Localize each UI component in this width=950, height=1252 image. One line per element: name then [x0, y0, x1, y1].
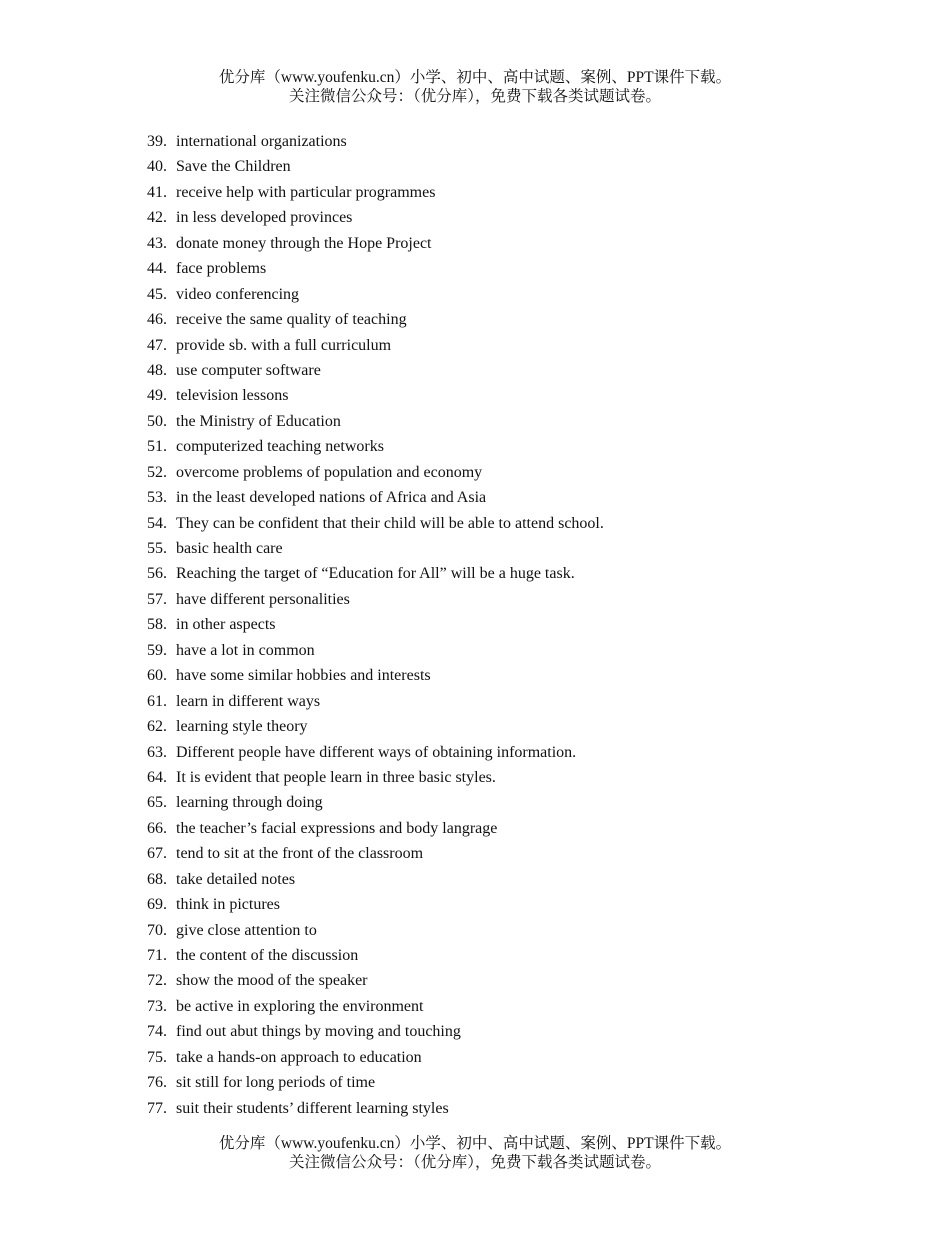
item-number: 66.: [147, 819, 167, 837]
item-number: 53.: [147, 489, 167, 507]
item-number: 60.: [147, 667, 167, 685]
item-text: computerized teaching networks: [176, 438, 384, 456]
item-text: receive help with particular programmes: [176, 183, 436, 201]
item-text: receive the same quality of teaching: [176, 311, 407, 329]
item-number: 64.: [147, 768, 167, 786]
item-text: have some similar hobbies and interests: [176, 667, 431, 685]
list-item: [147, 943, 604, 968]
item-text: take a hands-on approach to education: [176, 1048, 422, 1066]
footer-line-1: 优分库（www.youfenku.cn）小学、初中、高中试题、案例、PPT课件下载。: [218, 1135, 732, 1152]
list-item: [147, 358, 604, 383]
item-text: think in pictures: [176, 896, 280, 914]
list-item: [147, 536, 604, 561]
item-number: 76.: [147, 1074, 167, 1092]
list-item: [147, 612, 604, 637]
item-number: 48.: [147, 361, 167, 379]
header-line-2: 关注微信公众号：（优分库），免费下载各类试题试卷。: [288, 88, 661, 105]
item-number: 51.: [147, 438, 167, 456]
item-number: 55.: [147, 540, 167, 557]
item-number: 61.: [147, 692, 167, 710]
item-number: 77.: [147, 1099, 167, 1117]
list-item: [147, 129, 604, 154]
item-text: They can be confident that their child will be able to attend school.: [176, 514, 604, 532]
item-text: face problems: [176, 260, 267, 278]
item-text: take detailed notes: [176, 870, 296, 888]
item-text: have a lot in common: [176, 641, 315, 659]
item-text: in the least developed nations of Africa and Asia: [176, 489, 487, 507]
list-item: [147, 460, 604, 485]
list-item: [147, 892, 604, 917]
item-text: the Ministry of Education: [176, 412, 341, 430]
list-item: [147, 1096, 604, 1121]
item-number: 40.: [147, 158, 167, 176]
item-text: Reaching the target of “Education for All” will be a huge task.: [176, 565, 575, 583]
list-item: [147, 816, 604, 841]
item-text: in other aspects: [176, 616, 276, 634]
item-text: sit still for long periods of time: [176, 1074, 376, 1092]
list-item: [147, 1045, 604, 1070]
item-number: 41.: [147, 183, 167, 201]
item-text: donate money through the Hope Project: [176, 234, 432, 252]
item-text: suit their students’ different learning styles: [176, 1099, 449, 1117]
item-text: Different people have different ways of obtaining information.: [176, 743, 577, 761]
item-text: provide sb. with a full curriculum: [176, 336, 392, 354]
item-text: learning style theory: [176, 718, 308, 736]
list-item: [147, 867, 604, 892]
item-number: 52.: [147, 463, 167, 481]
item-number: 73.: [147, 997, 167, 1015]
item-number: 67.: [147, 845, 167, 863]
list-item: [147, 790, 604, 815]
page-footer: [0, 1134, 950, 1172]
item-number: 75.: [147, 1048, 167, 1066]
item-text: have different personalities: [176, 590, 350, 608]
item-text: learning through doing: [176, 794, 323, 812]
item-number: 58.: [147, 616, 167, 634]
list-item: [147, 485, 604, 510]
item-number: 43.: [147, 234, 167, 252]
item-text: use computer software: [176, 361, 321, 379]
list-item: [147, 714, 604, 739]
list-item: [147, 333, 604, 358]
list-item: [147, 587, 604, 612]
item-text: in less developed provinces: [176, 209, 353, 227]
phrase-list: [147, 129, 604, 1121]
list-item: [147, 231, 604, 256]
list-item: [147, 918, 604, 943]
list-item: [147, 968, 604, 993]
item-text: be active in exploring the environment: [176, 997, 424, 1015]
list-item: [147, 180, 604, 205]
page-header: [0, 68, 950, 106]
list-item: [147, 256, 604, 281]
list-item: [147, 282, 604, 307]
list-item: [147, 663, 604, 688]
header-line-1: 优分库（www.youfenku.cn）小学、初中、高中试题、案例、PPT课件下载。: [218, 69, 732, 86]
item-number: 42.: [147, 209, 167, 227]
item-number: 62.: [147, 718, 167, 736]
list-item: [147, 307, 604, 332]
item-number: 49.: [147, 387, 167, 405]
list-item: [147, 511, 604, 536]
list-item: [147, 689, 604, 714]
item-text: It is evident that people learn in three basic styles.: [176, 768, 496, 786]
item-number: 44.: [147, 260, 167, 278]
item-number: 50.: [147, 412, 167, 430]
list-item: [147, 1070, 604, 1095]
item-text: basic health care: [176, 540, 283, 557]
item-text: the teacher’s facial expressions and body langrage: [176, 819, 498, 837]
item-number: 74.: [147, 1023, 167, 1041]
item-number: 56.: [147, 565, 167, 583]
list-item: [147, 1019, 604, 1044]
list-item: [147, 638, 604, 663]
list-item: [147, 765, 604, 790]
item-text: learn in different ways: [176, 692, 321, 710]
list-item: [147, 154, 604, 179]
list-item: [147, 561, 604, 586]
item-number: 70.: [147, 921, 167, 939]
item-text: show the mood of the speaker: [176, 972, 368, 990]
item-number: 71.: [147, 947, 167, 964]
list-item: [147, 740, 604, 765]
item-number: 63.: [147, 743, 167, 761]
item-number: 65.: [147, 794, 167, 812]
list-item: [147, 383, 604, 408]
list-item: [147, 994, 604, 1019]
item-number: 68.: [147, 870, 167, 888]
item-number: 69.: [147, 896, 167, 914]
item-number: 47.: [147, 336, 167, 354]
item-number: 39.: [147, 133, 167, 150]
item-text: video conferencing: [176, 285, 300, 303]
list-item: [147, 409, 604, 434]
item-text: Save the Children: [176, 158, 291, 176]
footer-line-2: 关注微信公众号：（优分库），免费下载各类试题试卷。: [288, 1154, 661, 1171]
item-number: 72.: [147, 972, 167, 990]
item-text: overcome problems of population and economy: [176, 463, 483, 481]
item-text: the content of the discussion: [176, 947, 359, 964]
list-item: [147, 841, 604, 866]
list-item: [147, 205, 604, 230]
item-number: 54.: [147, 514, 167, 532]
item-text: find out abut things by moving and touching: [176, 1023, 461, 1041]
item-text: television lessons: [176, 387, 289, 405]
item-text: tend to sit at the front of the classroom: [176, 845, 424, 863]
list-item: [147, 434, 604, 459]
item-text: give close attention to: [176, 921, 317, 939]
item-text: international organizations: [176, 133, 347, 150]
item-number: 46.: [147, 311, 167, 329]
item-number: 57.: [147, 590, 167, 608]
item-number: 45.: [147, 285, 167, 303]
item-number: 59.: [147, 641, 167, 659]
